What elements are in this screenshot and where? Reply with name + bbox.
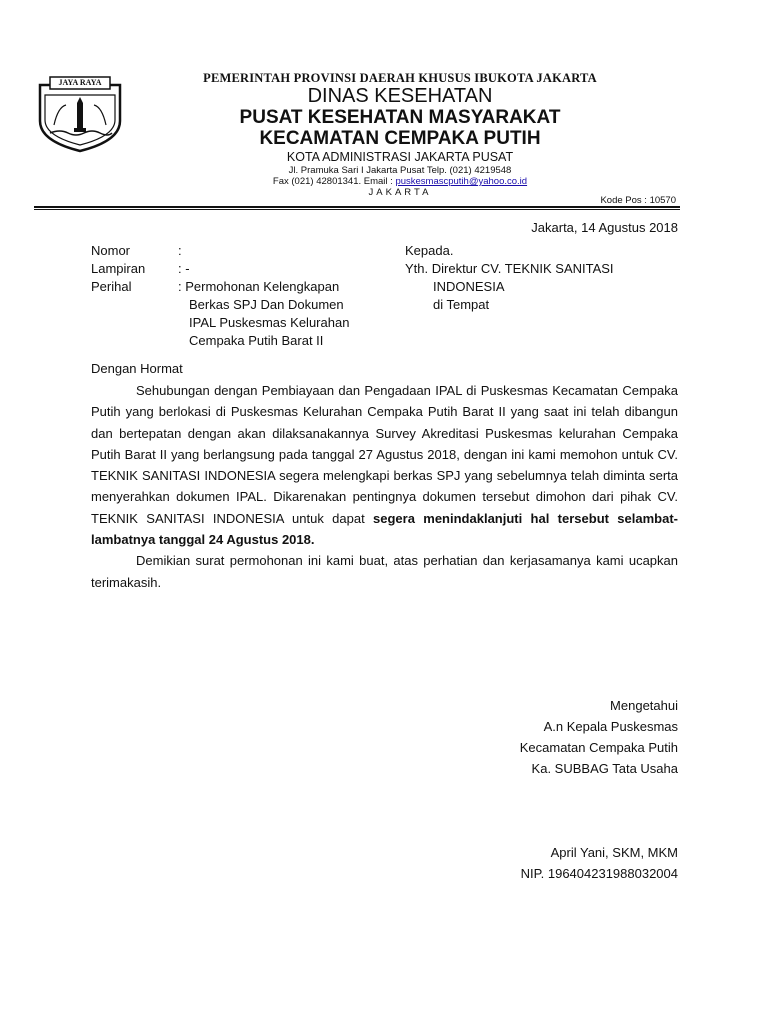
kop-fax: Fax (021) 42801341. Email : — [272, 176, 396, 187]
kop-kota: KOTA ADMINISTRASI JAKARTA PUSAT — [286, 150, 514, 164]
kecamatan-ttd: Kecamatan Cempaka Putih — [519, 740, 678, 755]
kop-dinas: DINAS KESEHATAN — [307, 85, 493, 107]
paragraf-1 — [91, 380, 678, 550]
kode-pos: Kode Pos : 10570 — [600, 195, 676, 206]
paragraf-2: Demikian surat permohonan ini kami buat, atas perhatian dan kerjasamanya kami ucapkan terimakasih. — [91, 553, 678, 590]
tanggal-surat: Jakarta, 14 Agustus 2018 — [531, 220, 678, 235]
perihal-label: Perihal — [91, 279, 132, 294]
kop-divider-thick — [34, 206, 680, 208]
email-link[interactable]: puskesmascputih@yahoo.co.id — [395, 176, 528, 187]
nomor-value: : — [178, 243, 182, 258]
kop-provinsi: PEMERINTAH PROVINSI DAERAH KHUSUS IBUKOTA JAKARTA — [203, 71, 597, 85]
tempat: di Tempat — [433, 297, 490, 312]
nama-penandatangan: April Yani, SKM, MKM — [550, 845, 678, 860]
penerima-lanjutan: INDONESIA — [433, 279, 505, 294]
jabatan: Ka. SUBBAG Tata Usaha — [531, 761, 678, 776]
isi-surat — [91, 380, 678, 593]
kepada-label: Kepada. — [405, 243, 454, 258]
perihal-line: Cempaka Putih Barat II — [189, 333, 324, 348]
lampiran-label: Lampiran — [91, 261, 146, 276]
logo-text: JAYA RAYA — [58, 78, 102, 87]
mengetahui: Mengetahui — [610, 698, 678, 713]
kop-puskesmas: PUSAT KESEHATAN MASYARAKAT — [239, 107, 561, 128]
atas-nama: A.n Kepala Puskesmas — [543, 719, 678, 734]
kop-fax-email — [140, 176, 660, 187]
lampiran-value: : - — [178, 261, 190, 276]
paragraf-1-teks: Sehubungan dengan Pembiayaan dan Pengadaan IPAL di Puskesmas Kecamatan Cempaka Putih yang berlokasi di Puskesmas Kelurahan Cempaka Putih Barat II yang saat ini telah dibangun dan bertepatan dengan akan dilaksanakannya Survey Akreditasi Puskesmas kelurahan Cempaka Putih Barat II yang berlangsung pada tanggal 27 Agustus 2018, dengan ini kami memohon untuk CV. TEKNIK SANITASI INDONESIA segera melengkapi berkas SPJ yang sebelumnya telah diminta serta menyerahkan dokumen IPAL. Dikarenakan pentingnya dokumen tersebut dimohon dari pihak CV. TEKNIK SANITASI INDONESIA untuk dapat — [91, 383, 678, 526]
jaya-raya-logo — [36, 75, 124, 153]
paragraf-1-tebal: segera menindaklanjuti hal tersebut selambat-lambatnya tanggal 24 Agustus 2018. — [91, 510, 678, 548]
kop-kecamatan: KECAMATAN CEMPAKA PUTIH — [259, 128, 541, 149]
perihal-line: IPAL Puskesmas Kelurahan — [189, 315, 350, 330]
kop-alamat: Jl. Pramuka Sari I Jakarta Pusat Telp. (021) 4219548 — [288, 165, 512, 176]
kop-kota-singkat: JAKARTA — [368, 187, 432, 198]
nip: NIP. 196404231988032004 — [520, 866, 678, 881]
kop-divider-thin — [34, 209, 680, 210]
perihal-line: Berkas SPJ Dan Dokumen — [189, 297, 344, 312]
perihal-line: : Permohonan Kelengkapan — [178, 279, 340, 294]
penerima: Yth. Direktur CV. TEKNIK SANITASI — [405, 261, 614, 276]
salam-pembuka: Dengan Hormat — [91, 361, 183, 376]
nomor-label: Nomor — [91, 243, 131, 258]
